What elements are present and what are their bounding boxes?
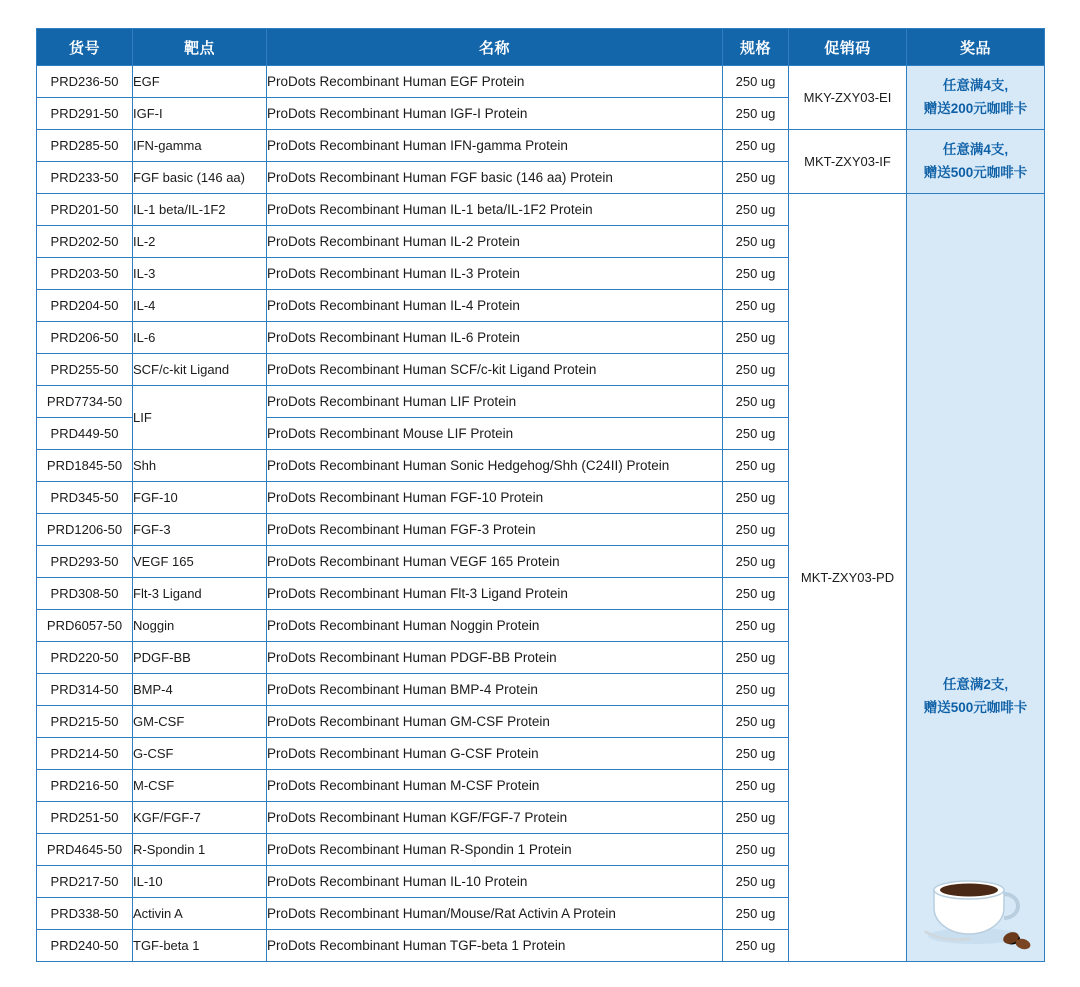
cell-spec: 250 ug: [723, 706, 789, 738]
cell-code: PRD449-50: [37, 418, 133, 450]
cell-spec: 250 ug: [723, 930, 789, 962]
cell-spec: 250 ug: [723, 546, 789, 578]
cell-target: G-CSF: [133, 738, 267, 770]
cell-name: ProDots Recombinant Human FGF-10 Protein: [267, 482, 723, 514]
cell-spec: 250 ug: [723, 450, 789, 482]
column-header-code: 货号: [37, 29, 133, 66]
cell-code: PRD338-50: [37, 898, 133, 930]
cell-spec: 250 ug: [723, 354, 789, 386]
cell-target: R-Spondin 1: [133, 834, 267, 866]
cell-code: PRD215-50: [37, 706, 133, 738]
cell-spec: 250 ug: [723, 738, 789, 770]
cell-code: PRD285-50: [37, 130, 133, 162]
cell-code: PRD233-50: [37, 162, 133, 194]
cell-name: ProDots Recombinant Human M-CSF Protein: [267, 770, 723, 802]
cell-spec: 250 ug: [723, 418, 789, 450]
cell-target: LIF: [133, 386, 267, 450]
cell-code: PRD214-50: [37, 738, 133, 770]
cell-target: SCF/c-kit Ligand: [133, 354, 267, 386]
column-header-name: 名称: [267, 29, 723, 66]
prize-line-1: 任意满2支,: [942, 677, 1009, 693]
cell-name: ProDots Recombinant Human Sonic Hedgehog/Shh (C24II) Protein: [267, 450, 723, 482]
cell-code: PRD314-50: [37, 674, 133, 706]
cell-spec: 250 ug: [723, 98, 789, 130]
cell-code: PRD236-50: [37, 66, 133, 98]
column-header-target: 靶点: [133, 29, 267, 66]
cell-name: ProDots Recombinant Human PDGF-BB Protein: [267, 642, 723, 674]
cell-target: FGF-10: [133, 482, 267, 514]
cell-promo-code: MKT-ZXY03-IF: [789, 130, 907, 194]
cell-code: PRD220-50: [37, 642, 133, 674]
cell-spec: 250 ug: [723, 578, 789, 610]
cell-target: PDGF-BB: [133, 642, 267, 674]
cell-name: ProDots Recombinant Human IL-6 Protein: [267, 322, 723, 354]
cell-target: FGF-3: [133, 514, 267, 546]
product-promotion-table: [36, 28, 1045, 962]
cell-target: GM-CSF: [133, 706, 267, 738]
cell-code: PRD217-50: [37, 866, 133, 898]
cell-spec: 250 ug: [723, 386, 789, 418]
cell-code: PRD202-50: [37, 226, 133, 258]
table-body: [37, 66, 1045, 962]
column-header-promo-code: 促销码: [789, 29, 907, 66]
cell-code: PRD255-50: [37, 354, 133, 386]
cell-spec: 250 ug: [723, 898, 789, 930]
cell-code: PRD203-50: [37, 258, 133, 290]
cell-code: PRD1206-50: [37, 514, 133, 546]
cell-name: ProDots Recombinant Human FGF-3 Protein: [267, 514, 723, 546]
cell-code: PRD201-50: [37, 194, 133, 226]
cell-name: ProDots Recombinant Human SCF/c-kit Ligand Protein: [267, 354, 723, 386]
cell-target: EGF: [133, 66, 267, 98]
cell-spec: 250 ug: [723, 290, 789, 322]
cell-name: ProDots Recombinant Human TGF-beta 1 Protein: [267, 930, 723, 962]
cell-spec: 250 ug: [723, 66, 789, 98]
cell-code: PRD291-50: [37, 98, 133, 130]
cell-target: IGF-I: [133, 98, 267, 130]
prize-line-2: 赠送200元咖啡卡: [923, 100, 1028, 116]
cell-name: ProDots Recombinant Human Noggin Protein: [267, 610, 723, 642]
cell-target: IL-3: [133, 258, 267, 290]
cell-spec: 250 ug: [723, 770, 789, 802]
cell-target: M-CSF: [133, 770, 267, 802]
column-header-spec: 规格: [723, 29, 789, 66]
cell-prize: [907, 194, 1045, 962]
cell-name: ProDots Recombinant Human VEGF 165 Protein: [267, 546, 723, 578]
cell-spec: 250 ug: [723, 610, 789, 642]
cell-target: KGF/FGF-7: [133, 802, 267, 834]
cell-spec: 250 ug: [723, 834, 789, 866]
cell-target: IL-4: [133, 290, 267, 322]
cell-target: IL-1 beta/IL-1F2: [133, 194, 267, 226]
cell-code: PRD7734-50: [37, 386, 133, 418]
cell-name: ProDots Recombinant Human EGF Protein: [267, 66, 723, 98]
cell-spec: 250 ug: [723, 226, 789, 258]
cell-spec: 250 ug: [723, 322, 789, 354]
prize-line-1: 任意满4支,: [942, 142, 1009, 158]
cell-target: Activin A: [133, 898, 267, 930]
cell-name: ProDots Recombinant Human/Mouse/Rat Activin A Protein: [267, 898, 723, 930]
cell-target: IFN-gamma: [133, 130, 267, 162]
column-header-prize: 奖品: [907, 29, 1045, 66]
coffee-cup-icon: [916, 856, 1036, 951]
cell-name: ProDots Recombinant Human G-CSF Protein: [267, 738, 723, 770]
table-header: [37, 29, 1045, 66]
cell-spec: 250 ug: [723, 162, 789, 194]
prize-line-2: 赠送500元咖啡卡: [923, 699, 1028, 715]
cell-spec: 250 ug: [723, 802, 789, 834]
cell-name: ProDots Recombinant Mouse LIF Protein: [267, 418, 723, 450]
cell-name: ProDots Recombinant Human IL-1 beta/IL-1F2 Protein: [267, 194, 723, 226]
cell-code: PRD251-50: [37, 802, 133, 834]
cell-target: Shh: [133, 450, 267, 482]
cell-spec: 250 ug: [723, 482, 789, 514]
table-row: [37, 194, 1045, 226]
cell-name: ProDots Recombinant Human LIF Protein: [267, 386, 723, 418]
cell-code: PRD204-50: [37, 290, 133, 322]
cell-code: PRD6057-50: [37, 610, 133, 642]
cell-code: PRD293-50: [37, 546, 133, 578]
cell-target: Noggin: [133, 610, 267, 642]
cell-spec: 250 ug: [723, 130, 789, 162]
cell-code: PRD216-50: [37, 770, 133, 802]
cell-name: ProDots Recombinant Human IL-2 Protein: [267, 226, 723, 258]
cell-spec: 250 ug: [723, 642, 789, 674]
cell-code: PRD240-50: [37, 930, 133, 962]
cell-name: ProDots Recombinant Human IGF-I Protein: [267, 98, 723, 130]
cell-target: IL-2: [133, 226, 267, 258]
cell-code: PRD206-50: [37, 322, 133, 354]
cell-name: ProDots Recombinant Human BMP-4 Protein: [267, 674, 723, 706]
cell-prize: [907, 130, 1045, 194]
cell-prize: [907, 66, 1045, 130]
cell-target: BMP-4: [133, 674, 267, 706]
cell-code: PRD345-50: [37, 482, 133, 514]
cell-promo-code: MKT-ZXY03-PD: [789, 194, 907, 962]
cell-target: IL-10: [133, 866, 267, 898]
cell-code: PRD308-50: [37, 578, 133, 610]
prize-line-2: 赠送500元咖啡卡: [923, 164, 1028, 180]
cell-spec: 250 ug: [723, 514, 789, 546]
cell-spec: 250 ug: [723, 866, 789, 898]
cell-name: ProDots Recombinant Human Flt-3 Ligand Protein: [267, 578, 723, 610]
cell-name: ProDots Recombinant Human KGF/FGF-7 Protein: [267, 802, 723, 834]
cell-target: VEGF 165: [133, 546, 267, 578]
cell-name: ProDots Recombinant Human IFN-gamma Protein: [267, 130, 723, 162]
cell-code: PRD4645-50: [37, 834, 133, 866]
cell-name: ProDots Recombinant Human IL-10 Protein: [267, 866, 723, 898]
cell-target: FGF basic (146 aa): [133, 162, 267, 194]
cell-name: ProDots Recombinant Human IL-4 Protein: [267, 290, 723, 322]
table-row: [37, 66, 1045, 98]
header-row: [37, 29, 1045, 66]
table-row: [37, 130, 1045, 162]
prize-line-1: 任意满4支,: [942, 78, 1009, 94]
cell-spec: 250 ug: [723, 674, 789, 706]
cell-code: PRD1845-50: [37, 450, 133, 482]
cell-spec: 250 ug: [723, 194, 789, 226]
cell-name: ProDots Recombinant Human FGF basic (146 aa) Protein: [267, 162, 723, 194]
cell-name: ProDots Recombinant Human GM-CSF Protein: [267, 706, 723, 738]
cell-target: TGF-beta 1: [133, 930, 267, 962]
cell-name: ProDots Recombinant Human R-Spondin 1 Protein: [267, 834, 723, 866]
cell-promo-code: MKY-ZXY03-EI: [789, 66, 907, 130]
cell-spec: 250 ug: [723, 258, 789, 290]
cell-name: ProDots Recombinant Human IL-3 Protein: [267, 258, 723, 290]
cell-target: Flt-3 Ligand: [133, 578, 267, 610]
cell-target: IL-6: [133, 322, 267, 354]
